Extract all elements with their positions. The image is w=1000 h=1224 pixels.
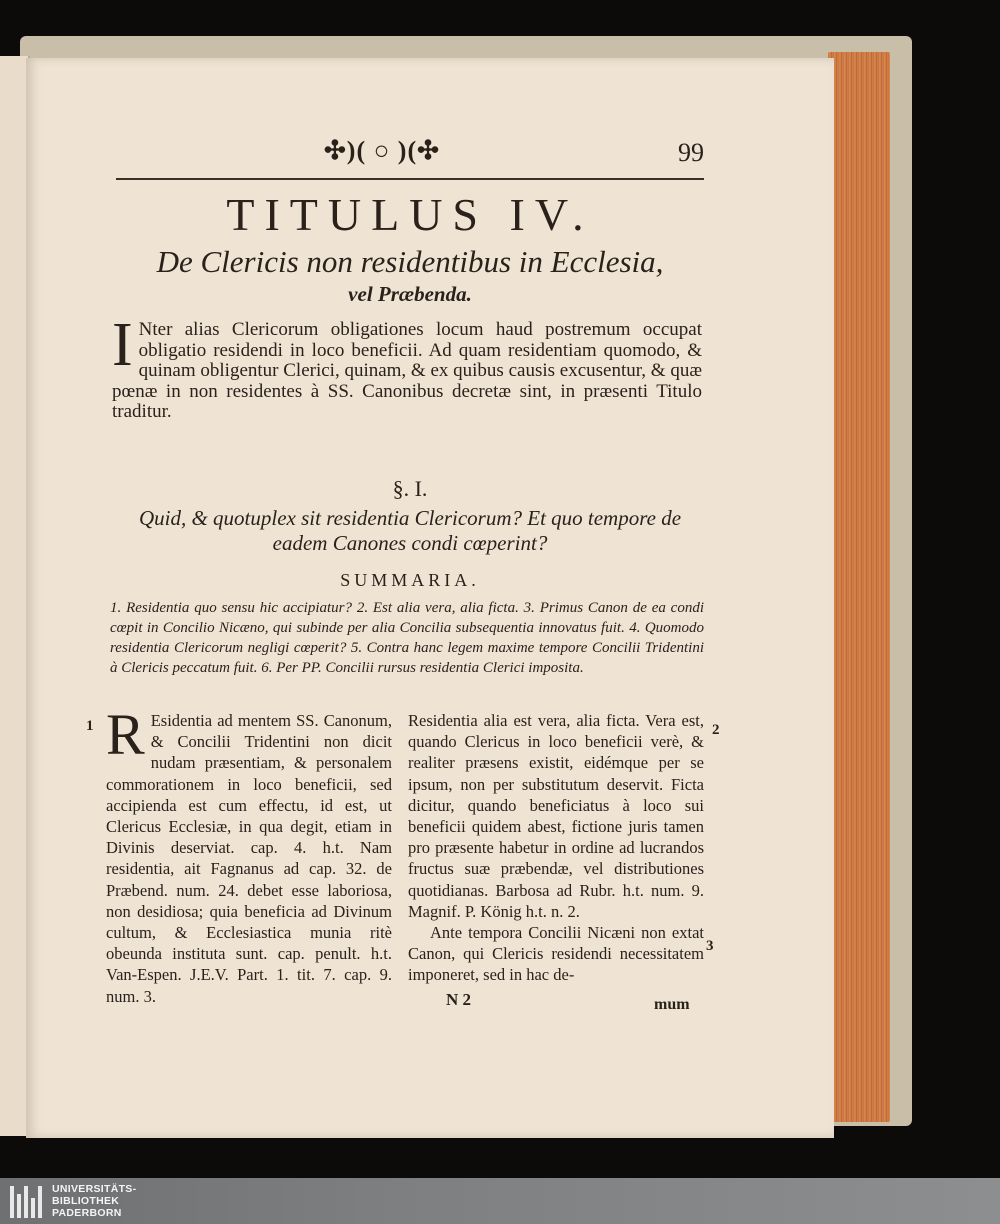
intro-paragraph	[112, 311, 702, 423]
chapter-subtitle-2: vel Præbenda.	[348, 282, 472, 306]
header-rule	[116, 178, 704, 180]
left-column	[106, 702, 392, 1007]
logo-bar	[10, 1186, 14, 1218]
margin-number-2: 2	[712, 722, 720, 738]
running-header	[116, 136, 704, 172]
page-number: 99	[678, 138, 704, 167]
logo-bar	[31, 1198, 35, 1218]
intro-initial: I	[112, 311, 133, 379]
right-column-paragraph-2: Ante tempora Concilii Nicæni non extat Canon, qui Clericis residendi necessitatem imponeret, sed in hac de-	[408, 923, 704, 985]
catchword: mum	[654, 996, 690, 1013]
section-mark: §. I.	[392, 476, 428, 501]
right-column-paragraph-1: Residentia alia est vera, alia ficta. Vera est, quando Clericus in loco beneficii verè, & realiter præsens existit, eidémque per se ipsum, non per substitutum deservit. Ficta dicitur, quando beneficiatus à loco sui beneficii quidem abest, fictione juris tamen pro præsente habetur in ordine ad lucrandos fructus suæ præbendæ, vel distributiones quotidianas. Barbosa ad Rubr. h.t. num. 9. Magnif. P. König h.t. n. 2.	[408, 711, 704, 921]
library-footer	[0, 1178, 1000, 1224]
logo-line-2: BIBLIOTHEK	[52, 1195, 120, 1207]
logo-line-3: PADERBORN	[52, 1207, 122, 1219]
margin-number-3: 3	[706, 938, 714, 954]
right-column	[408, 710, 704, 986]
book-page	[26, 58, 834, 1138]
signature-mark: N 2	[446, 990, 472, 1009]
margin-number-1: 1	[86, 718, 94, 734]
page-edge	[828, 52, 890, 1122]
header-ornament: ✣)( ○ )(✣	[324, 136, 440, 165]
section-question: Quid, & quotuplex sit residentia Clericorum? Et quo tempore de eadem Canones condi cœperint?	[138, 506, 682, 555]
library-logo-text	[52, 1183, 136, 1219]
library-logo-icon	[10, 1186, 42, 1218]
logo-line-1: UNIVERSITÄTS-	[52, 1183, 137, 1195]
intro-text: Nter alias Clericorum obligationes locum haud postremum occupat obligatio residendi in loco beneficii. Ad quam residentiam quomodo, & quinam obligentur Clerici, quinam, & ex quibus causis excusentur, & quæ pœnæ in non residentes à SS. Canonibus decretæ sint, in præsenti Titulo traditur.	[112, 319, 702, 423]
summaria-text: 1. Residentia quo sensu hic accipiatur? 2. Est alia vera, alia ficta. 3. Primus Canon de ea condi cœpit in Concilio Nicæno, qui subinde per alia Concilia subsequentia innovatus fuit. 4. Quomodo residentia Clericorum negligi cœperit? 5. Contra hanc legem maxime tempore Concilii Tridentini à Clericis peccatum fuit. 6. Per PP. Concilii rursus residentia Clerici imposita.	[110, 600, 704, 676]
left-initial: R	[106, 702, 145, 767]
chapter-title: TITULUS IV.	[226, 189, 594, 240]
left-column-text: Esidentia ad mentem SS. Canonum, & Concilii Tridentini non dicit nudam præsentiam, & personalem commorationem in loco beneficii, sed accipienda est cum effectu, id est, ut Clericus Ecclesiæ, in qua degit, etiam in Divinis deserviat. cap. 4. h.t. Nam residentia, ait Fagnanus ad cap. 32. de Præbend. num. 24. debet esse laboriosa, non desidiosa; quia beneficia ad Divinum cultum, & Ecclesiastica munia ritè obeunda instituta sunt. cap. penult. h.t. Van-Espen. J.E.V. Part. 1. tit. 7. cap. 9. num. 3.	[106, 711, 392, 1006]
logo-bar	[17, 1194, 21, 1218]
chapter-subtitle: De Clericis non residentibus in Ecclesia,	[156, 244, 664, 279]
logo-bar	[38, 1186, 42, 1218]
summaria-heading: SUMMARIA.	[340, 570, 480, 590]
logo-bar	[24, 1186, 28, 1218]
